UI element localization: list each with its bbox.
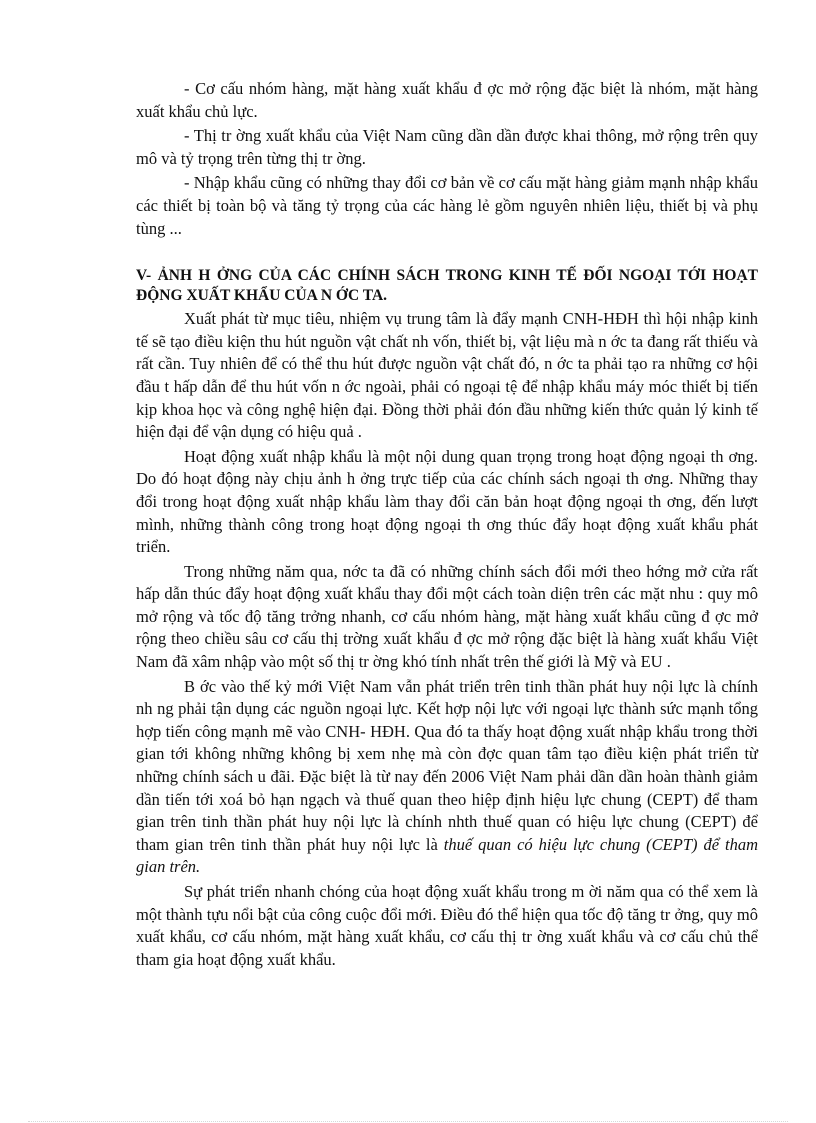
paragraph-foreign-trade: Hoạt động xuất nhập khẩu là một nội dung quan trọng trong hoạt động ngoại th ơng. Do đó hoạt động này chịu ảnh h ởng trực tiếp của các chính sách ngoại th ơng. Những thay đổi trong hoạt động xuất nhập khẩu làm thay đổi căn bản hoạt động ngoại th ơng, đến lượt mình, những thành công trong hoạt động ngoại th ơng thúc đẩy hoạt động xuất khẩu phát triển.	[136, 446, 758, 557]
bullet-export-groups: - Cơ cấu nhóm hàng, mặt hàng xuất khẩu đ ợc mở rộng đặc biệt là nhóm, mặt hàng xuất khẩu chủ lực.	[136, 79, 758, 121]
paragraph-integration: Xuất phát từ mục tiêu, nhiệm vụ trung tâm là đẩy mạnh CNH-HĐH thì hội nhập kinh tế sẽ tạo điều kiện thu hút nguồn vật chất nh vốn, thiết bị, vật liệu mà n ớc ta đang rất thiếu và rất cần. Tuy nhiên để có thể thu hút được nguồn vật chất đó, n ớc ta phải tạo ra những cơ hội đầu t hấp dẫn để thu hút vốn n ớc ngoài, phải có ngoại tệ để nhập khẩu máy móc thiết bị tiến kịp khoa học và công nghệ hiện đại. Đồng thời phải đón đầu những kiến thức quản lý kinh tế hiện đại để vận dụng có hiệu quả .	[136, 309, 758, 442]
paragraph-new-century	[136, 676, 758, 879]
paragraph-new-century-text: B ớc vào thế kỷ mới Việt Nam vẫn phát triển trên tinh thần phát huy nội lực là chính nh ng phải tận dụng các nguồn ngoại lực. Kết hợp nội lực với ngoại lực thành sức mạnh tổng hợp tiến công mạnh mẽ vào CNH- HĐH. Qua đó ta thấy hoạt động xuất nhập khẩu trong thời gian tới không những không bị xem nhẹ mà còn đợc quan tâm tạo điều kiện phát triển từ những chính sách u đãi. Đặc biệt là từ nay đến 2006 Việt Nam phải dần dần hoàn thành giảm dần tiến tới xoá bỏ hạn ngạch và thuế quan theo hiệp định hiệu lực chung (CEPT) để tham gian trên tinh thần phát huy nội lực là chính nhth thuế quan có hiệu lực chung (CEPT) để tham gian trên tinh thần phát huy nội lực là	[136, 676, 758, 854]
section-heading: V- ẢNH H ỞNG CỦA CÁC CHÍNH SÁCH TRONG KINH TẾ ĐỐI NGOẠI TỚI HOẠT ĐỘNG XUẤT KHẨU CỦA N ỚC TA.	[136, 267, 758, 305]
document-page	[136, 78, 758, 971]
paragraph-new-century-italic: thuế quan có hiệu lực chung (CEPT) để tham gian trên.	[136, 834, 758, 877]
page-bottom-rule	[28, 1121, 788, 1122]
bullet-export-markets: - Thị tr ờng xuất khẩu của Việt Nam cũng dần dần được khai thông, mở rộng trên quy mô và tỷ trọng trên từng thị tr ờng.	[136, 126, 758, 168]
bullet-import-structure: - Nhập khẩu cũng có những thay đổi cơ bản về cơ cấu mặt hàng giảm mạnh nhập khẩu các thiết bị toàn bộ và tăng tỷ trọng của các hàng lẻ gồm nguyên nhiên liệu, thiết bị và phụ tùng ...	[136, 173, 758, 238]
paragraph-achievements: Sự phát triển nhanh chóng của hoạt động xuất khẩu trong m ời năm qua có thể xem là một thành tựu nổi bật của công cuộc đổi mới. Điều đó thể hiện qua tốc độ tăng tr ởng, quy mô xuất khẩu, cơ cấu nhóm, mặt hàng xuất khẩu, cơ cấu thị tr ờng xuất khẩu và cơ cấu chủ thể tham gia hoạt động xuất khẩu.	[136, 882, 758, 969]
paragraph-recent-years: Trong những năm qua, nớc ta đã có những chính sách đổi mới theo hớng mở cửa rất hấp dẫn thúc đẩy hoạt động xuất khẩu thay đổi một cách toàn diện trên các mặt nhu : quy mô mở rộng và tốc độ tăng trởng nhanh, cơ cấu nhóm hàng, mặt hàng xuất khẩu cũng đ ợc mở rộng theo chiều sâu cơ cấu thị trờng xuất khẩu đ ợc mở rộng đặc biệt là hàng xuất khẩu Việt Nam đã xâm nhập vào một số thị tr ờng khó tính nhất trên thế giới là Mỹ và EU .	[136, 561, 758, 672]
